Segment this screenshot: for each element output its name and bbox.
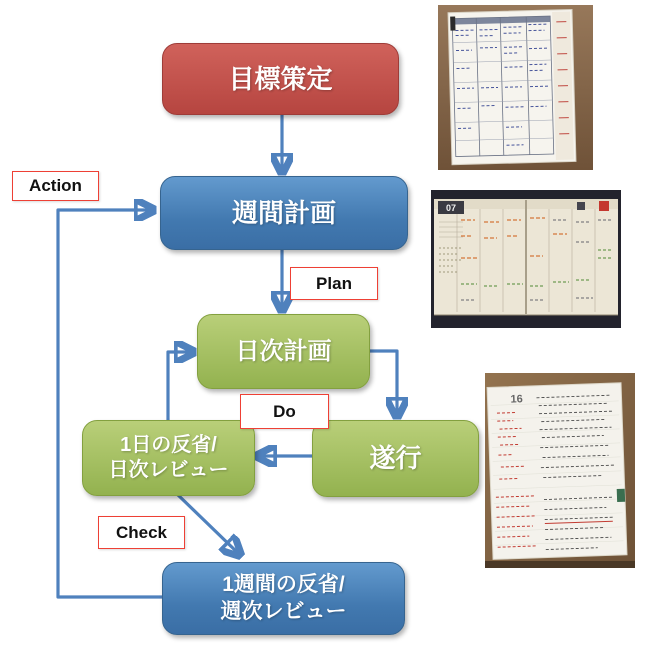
- planner-photo-graphic: [431, 190, 621, 328]
- arrow-daily-review-to-daily-plan: [168, 352, 192, 420]
- cycle-label-action: Action: [12, 171, 99, 201]
- photo-weekly-task-table: [438, 5, 593, 170]
- cycle-label-do: Do: [240, 394, 329, 429]
- flow-node-goal-setting: [162, 43, 399, 115]
- cycle-label-check: Check: [98, 516, 185, 549]
- arrow-daily-plan-to-execute: [368, 351, 397, 415]
- journal-photo-graphic: [485, 373, 635, 568]
- photo-daily-journal-page: [485, 373, 635, 568]
- arrow-daily-review-to-weekly-review: [177, 494, 239, 554]
- cycle-label-plan: Plan: [290, 267, 378, 300]
- node-label: 週間計画: [231, 197, 336, 228]
- notebook-photo-graphic: [438, 5, 593, 170]
- node-label: 1週間の反省/ 週次レビュー: [220, 573, 347, 623]
- node-label: 日次計画: [235, 337, 332, 365]
- flow-node-daily-review: [82, 420, 255, 496]
- node-label: 目標策定: [228, 63, 333, 94]
- flow-node-execute: [312, 420, 479, 497]
- week-number: 07: [445, 203, 457, 213]
- flow-node-weekly-review: [162, 562, 405, 635]
- flow-node-daily-plan: [197, 314, 370, 389]
- node-label: 1日の反省/ 日次レビュー: [108, 434, 229, 481]
- photo-weekly-planner-spread: [431, 190, 621, 328]
- journal-date: 16: [510, 393, 523, 406]
- flow-node-weekly-plan: [160, 176, 408, 250]
- node-label: 遂行: [369, 443, 422, 474]
